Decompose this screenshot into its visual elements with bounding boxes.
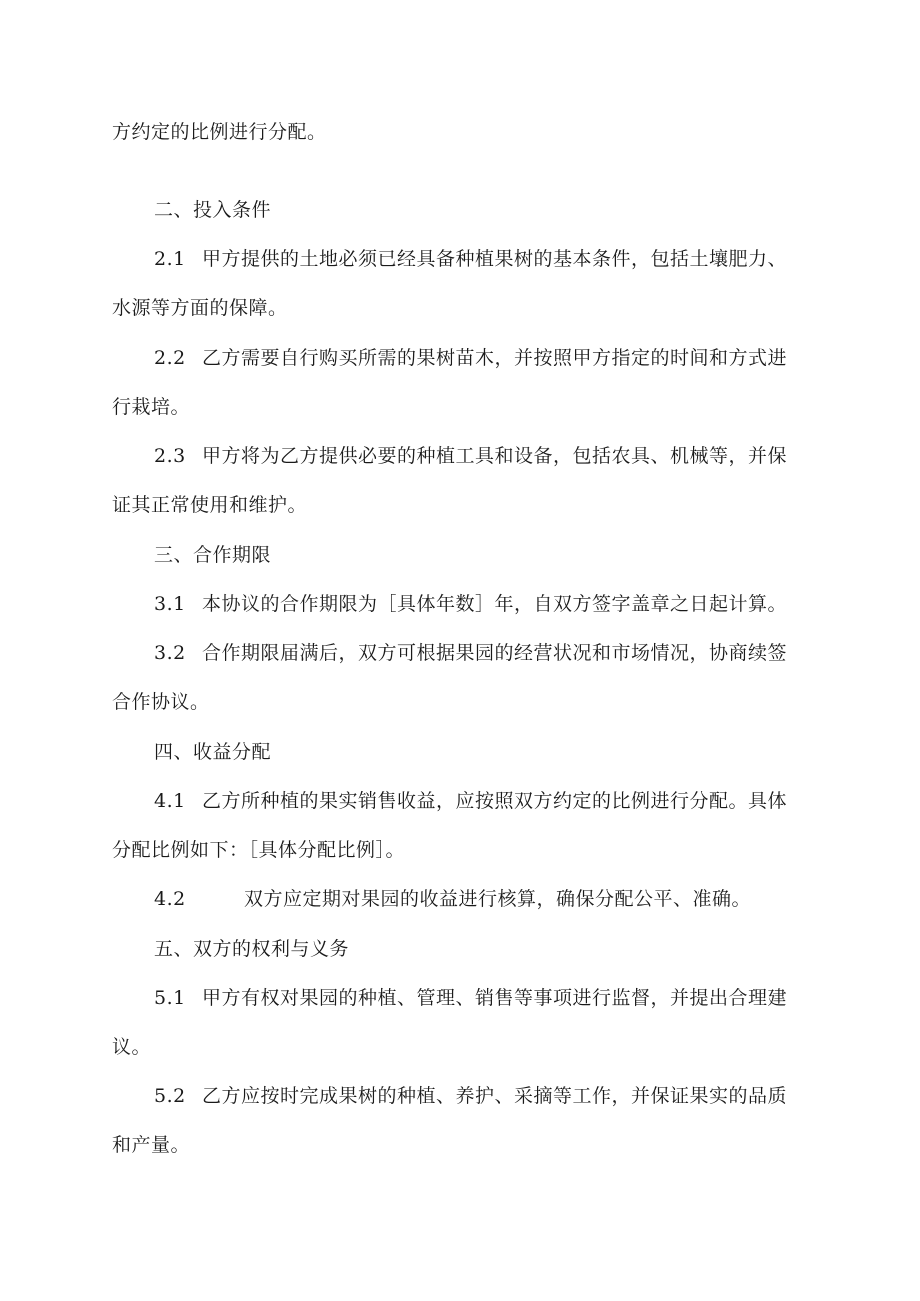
- paragraph-continuation: [112, 120, 327, 144]
- clause-number: 2.2: [154, 347, 186, 369]
- clause-3-2: [154, 641, 787, 665]
- section-heading-text: 五、双方的权利与义务: [154, 938, 350, 960]
- section-heading-5: [154, 937, 349, 961]
- clause-4-1: [154, 789, 787, 813]
- clause-2-3-continuation: [112, 493, 307, 517]
- section-heading-3: [154, 543, 271, 567]
- clause-text: 合作期限届满后，双方可根据果园的经营状况和市场情况，协商续签: [202, 642, 788, 664]
- clause-number: 3.2: [154, 642, 186, 664]
- clause-text: 水源等方面的保障。: [112, 297, 288, 319]
- clause-text: 合作协议。: [112, 691, 210, 713]
- clause-text: 甲方提供的土地必须已经具备种植果树的基本条件，包括土壤肥力、: [202, 248, 788, 270]
- paragraph-text: 方约定的比例进行分配。: [112, 121, 327, 143]
- clause-2-1: [154, 247, 787, 271]
- clause-5-2-continuation: [112, 1133, 190, 1157]
- clause-number: 4.2: [154, 888, 186, 910]
- clause-text: 乙方需要自行购买所需的果树苗木，并按照甲方指定的时间和方式进: [202, 347, 788, 369]
- clause-text: 本协议的合作期限为［具体年数］年，自双方签字盖章之日起计算。: [202, 593, 788, 615]
- clause-2-2: [154, 346, 787, 370]
- clause-5-2: [154, 1084, 787, 1108]
- clause-number: 4.1: [154, 790, 186, 812]
- clause-2-3: [154, 444, 787, 468]
- clause-2-1-continuation: [112, 296, 288, 320]
- clause-5-1-continuation: [112, 1035, 151, 1059]
- clause-2-2-continuation: [112, 395, 190, 419]
- clause-number: 5.1: [154, 987, 186, 1009]
- clause-3-1: [154, 592, 787, 616]
- clause-4-2: [154, 887, 751, 911]
- clause-text: 乙方所种植的果实销售收益，应按照双方约定的比例进行分配。具体: [202, 790, 788, 812]
- clause-4-1-continuation: [112, 838, 405, 862]
- clause-text: 双方应定期对果园的收益进行核算，确保分配公平、准确。: [244, 888, 752, 910]
- clause-number: 2.1: [154, 248, 186, 270]
- clause-5-1: [154, 986, 787, 1010]
- clause-text: 和产量。: [112, 1134, 191, 1156]
- clause-number: 3.1: [154, 593, 186, 615]
- clause-text: 行栽培。: [112, 396, 191, 418]
- section-heading-4: [154, 740, 271, 764]
- section-heading-text: 四、收益分配: [154, 741, 272, 763]
- clause-number: 5.2: [154, 1085, 186, 1107]
- clause-text: 证其正常使用和维护。: [112, 494, 308, 516]
- section-heading-text: 三、合作期限: [154, 544, 272, 566]
- clause-text: 甲方将为乙方提供必要的种植工具和设备，包括农具、机械等，并保: [202, 445, 788, 467]
- section-heading-text: 二、投入条件: [154, 199, 272, 221]
- clause-3-2-continuation: [112, 690, 210, 714]
- clause-text: 乙方应按时完成果树的种植、养护、采摘等工作，并保证果实的品质: [202, 1085, 788, 1107]
- clause-number: 2.3: [154, 445, 186, 467]
- clause-text: 分配比例如下：［具体分配比例］。: [112, 839, 406, 861]
- section-heading-2: [154, 198, 271, 222]
- clause-text: 甲方有权对果园的种植、管理、销售等事项进行监督，并提出合理建: [202, 987, 788, 1009]
- clause-text: 议。: [112, 1036, 152, 1058]
